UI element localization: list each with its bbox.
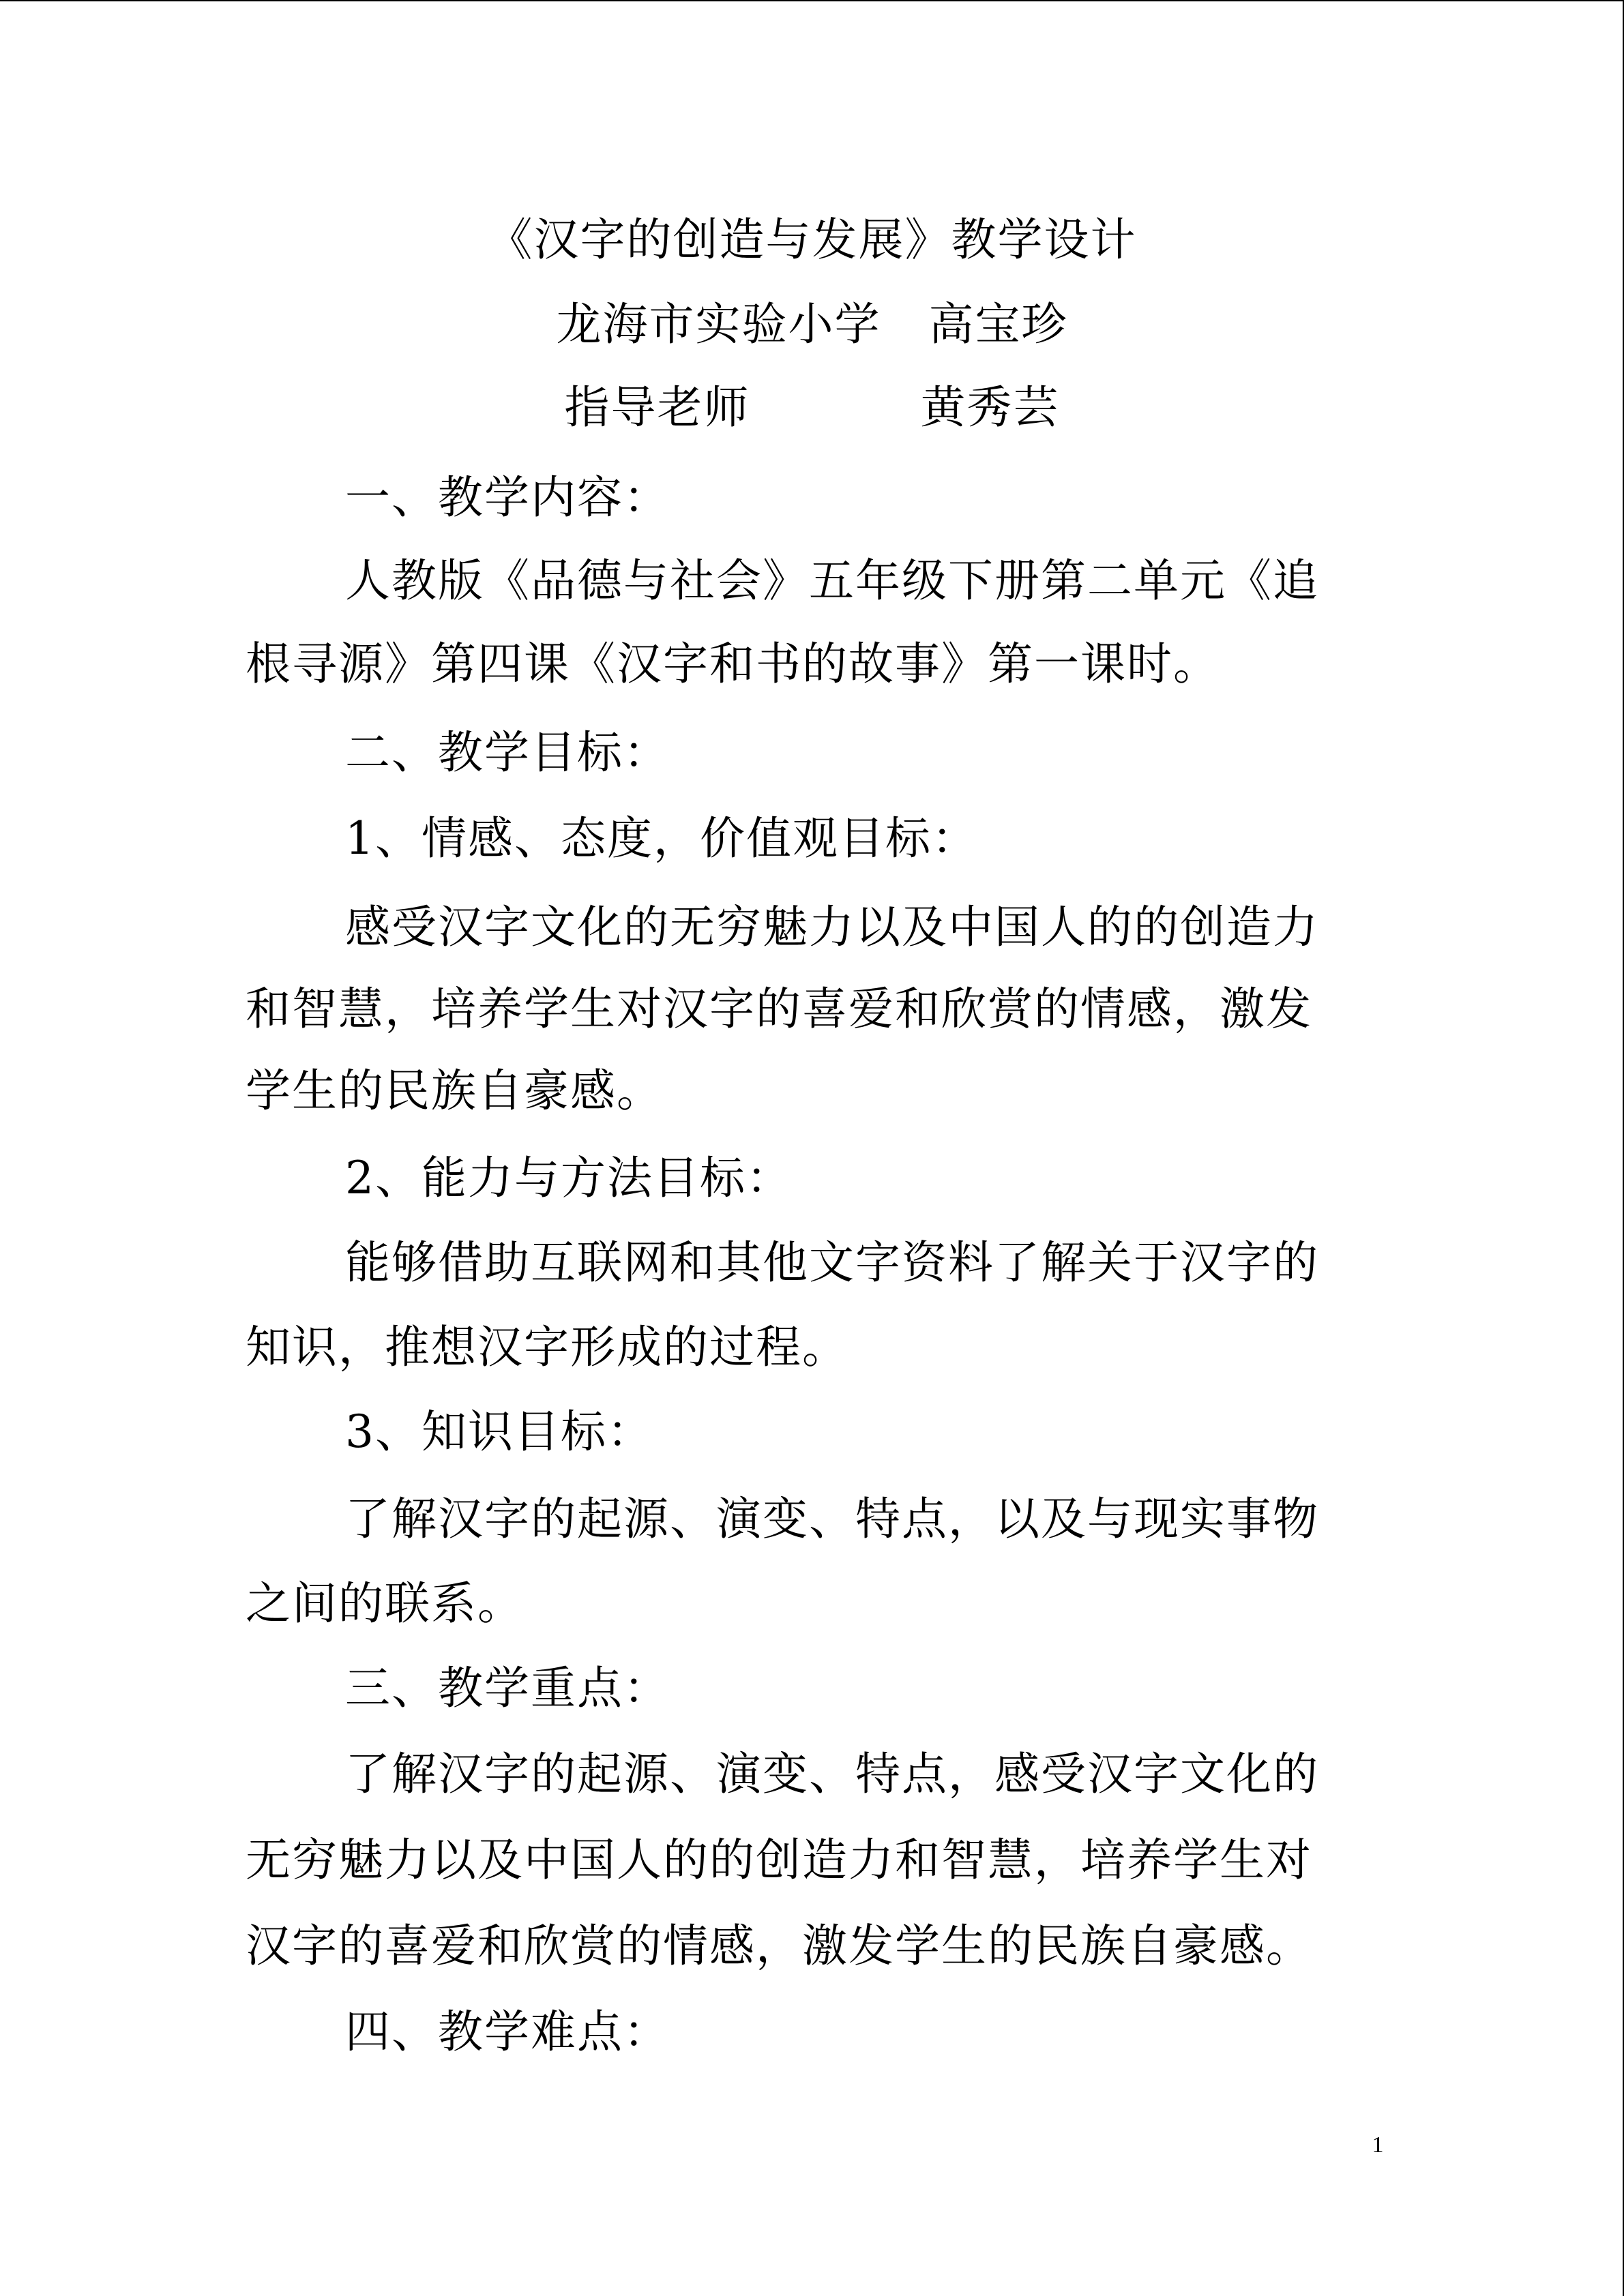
document-title: 《汉字的创造与发展》教学设计 bbox=[487, 213, 1137, 266]
author-line bbox=[0, 277, 1624, 372]
page-number: 1 bbox=[1372, 2132, 1384, 2158]
paragraph-line: 知识，推想汉字形成的过程。 bbox=[246, 1321, 848, 1373]
paragraph-line: 之间的联系。 bbox=[246, 1577, 524, 1630]
school-name: 龙海市实验小学 bbox=[556, 298, 881, 351]
paragraph-line: 能够借助互联网和其他文字资料了解关于汉字的 bbox=[345, 1236, 1319, 1289]
paragraph-line: 汉字的喜爱和欣赏的情感，激发学生的民族自豪感。 bbox=[246, 1920, 1312, 1972]
paragraph-line: 感受汉字文化的无穷魅力以及中国人的的创造力 bbox=[345, 901, 1319, 953]
paragraph-line: 了解汉字的起源、演变、特点，以及与现实事物 bbox=[345, 1493, 1319, 1545]
heading-goals: 二、教学目标： bbox=[345, 726, 670, 779]
paragraph-line: 根寻源》第四课《汉字和书的故事》第一课时。 bbox=[246, 638, 1220, 690]
paragraph-line: 学生的民族自豪感。 bbox=[246, 1064, 663, 1117]
advisor-label: 指导老师 bbox=[564, 381, 750, 434]
author-name: 高宝珍 bbox=[928, 298, 1068, 351]
paragraph-line: 无穷魅力以及中国人的的创造力和智慧，培养学生对 bbox=[246, 1834, 1312, 1886]
paragraph-line: 了解汉字的起源、演变、特点，感受汉字文化的 bbox=[345, 1748, 1319, 1800]
heading-content: 一、教学内容： bbox=[345, 471, 670, 524]
subheading-goal2: 2、能力与方法目标： bbox=[345, 1152, 793, 1204]
subheading-goal1: 1、情感、态度，价值观目标： bbox=[345, 812, 978, 865]
paragraph-line: 人教版《品德与社会》五年级下册第二单元《追 bbox=[345, 554, 1319, 607]
paragraph-line: 和智慧，培养学生对汉字的喜爱和欣赏的情感，激发 bbox=[246, 983, 1312, 1035]
subheading-goal3: 3、知识目标： bbox=[345, 1405, 653, 1458]
heading-keypoints: 三、教学重点： bbox=[345, 1662, 670, 1714]
advisor-line bbox=[0, 360, 1624, 456]
advisor-name: 黄秀芸 bbox=[920, 381, 1060, 434]
heading-difficulties: 四、教学难点： bbox=[345, 2006, 670, 2058]
